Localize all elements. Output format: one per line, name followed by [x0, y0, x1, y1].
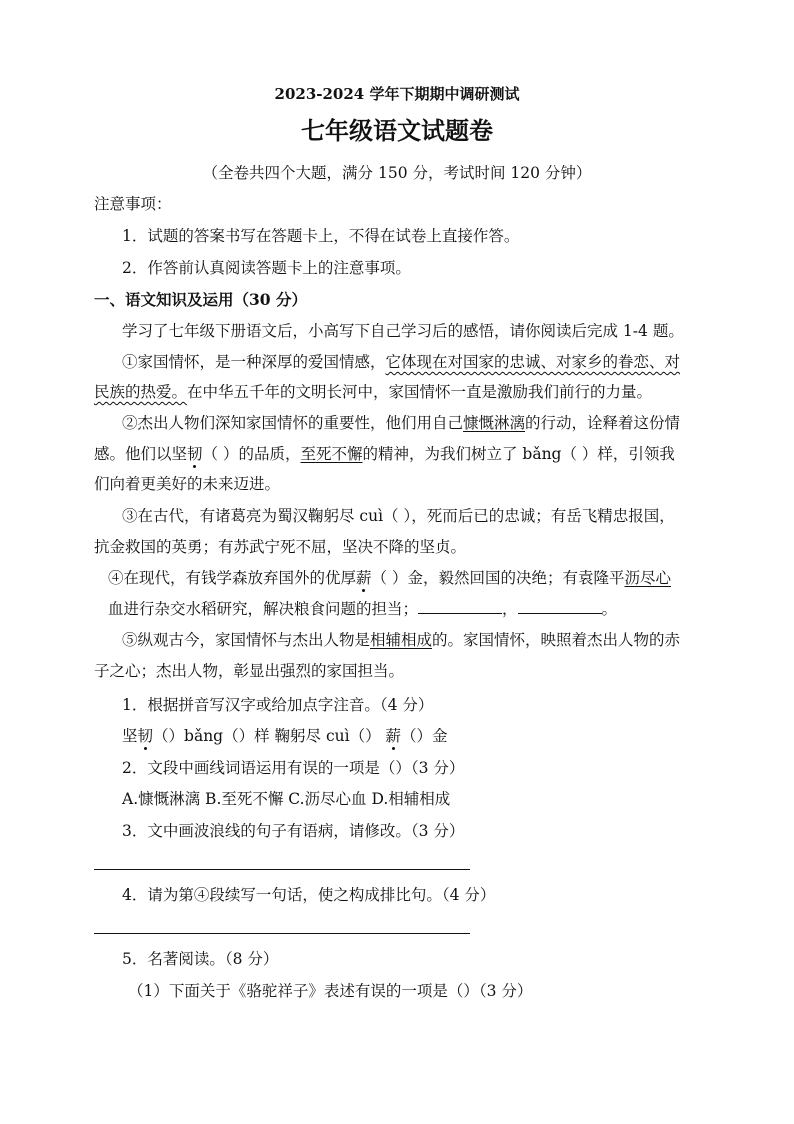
- fill-blank[interactable]: [518, 599, 602, 614]
- underlined-term: 慷慨淋漓: [463, 414, 526, 432]
- question-5: 5．名著阅读。（8 分）: [122, 950, 279, 968]
- exam-subtitle: （全卷共四个大题，满分 150 分，考试时间 120 分钟）: [202, 164, 592, 182]
- passage-p5-line2: 子之心；杰出人物，彰显出强烈的家国担当。: [94, 662, 405, 680]
- question-1-items: 坚韧（）bǎng（）样 鞠躬尽 cuì（） 薪（）金: [122, 727, 448, 745]
- passage-p2-line3: 们向着更美好的未来迈进。: [94, 475, 281, 493]
- passage-p4-line2: 血进行杂交水稻研究，解决粮食问题的担当； ， 。: [108, 600, 618, 618]
- passage-p4-line1: ④在现代，有钱学森放弃国外的优厚薪（ ）金，毅然回国的决绝；有袁隆平沥尽心: [108, 569, 671, 587]
- dotted-character: 薪: [385, 727, 402, 745]
- reading-intro: 学习了七年级下册语文后，小高写下自己学习后的感悟，请你阅读后完成 1-4 题。: [122, 322, 684, 340]
- exam-title: 七年级语文试题卷: [301, 116, 493, 145]
- passage-p1-line1: ①家国情怀，是一种深厚的爱国情感，它体现在对国家的忠诚、对家乡的眷恋、对: [122, 353, 681, 371]
- question-2-options: A.慷慨淋漓 B.至死不懈 C.沥尽心血 D.相辅相成: [122, 790, 451, 808]
- question-2: 2．文段中画线词语运用有误的一项是（）（3 分）: [122, 759, 465, 777]
- passage-p2-line1: ②杰出人物们深知家国情怀的重要性，他们用自己慷慨淋漓的行动，诠释着这份情: [122, 414, 681, 432]
- underlined-term: 相辅相成: [370, 631, 433, 649]
- wavy-underlined-sentence-end: 民族的热爱。: [94, 383, 188, 401]
- question-1: 1．根据拼音写汉字或给加点字注音。（4 分）: [122, 696, 434, 714]
- passage-p5-line1: ⑤纵观古今，家国情怀与杰出人物是相辅相成的。家国情怀，映照着杰出人物的赤: [122, 631, 681, 649]
- question-3: 3．文中画波浪线的句子有语病，请修改。（3 分）: [122, 822, 465, 840]
- notes-heading: 注意事项：: [94, 195, 172, 213]
- exam-header: 2023-2024 学年下期期中调研测试: [274, 85, 520, 103]
- underlined-term: 至死不懈: [300, 445, 363, 463]
- note-item-2: 2．作答前认真阅读答题卡上的注意事项。: [122, 259, 411, 277]
- fill-blank[interactable]: [418, 599, 502, 614]
- wavy-underlined-sentence: 它体现在对国家的忠诚、对家乡的眷恋、对: [385, 353, 681, 371]
- note-item-1: 1．试题的答案书写在答题卡上，不得在试卷上直接作答。: [122, 227, 520, 245]
- answer-line[interactable]: [94, 869, 470, 870]
- passage-p1-line2: 民族的热爱。在中华五千年的文明长河中，家国情怀一直是激励我们前行的力量。: [94, 383, 653, 401]
- dotted-character: 韧: [187, 445, 203, 463]
- underlined-term: 沥尽心: [624, 569, 671, 587]
- question-5-1: （1）下面关于《骆驼祥子》表述有误的一项是（）（3 分）: [128, 982, 533, 1000]
- dotted-character: 韧: [137, 727, 154, 745]
- answer-line[interactable]: [94, 933, 470, 934]
- passage-p2-line2: 感。他们以坚韧（ ）的品质，至死不懈的精神，为我们树立了 bǎng（ ）样，引领我: [94, 445, 675, 463]
- question-4: 4．请为第④段续写一句话，使之构成排比句。（4 分）: [122, 886, 496, 904]
- passage-p3-line2: 抗金救国的英勇；有苏武宁死不屈，坚决不降的坚贞。: [94, 538, 467, 556]
- dotted-character: 薪: [356, 569, 372, 587]
- passage-p3-line1: ③在古代，有诸葛亮为蜀汉鞠躬尽 cuì（ ），死而后已的忠诚；有岳飞精忠报国，: [122, 507, 675, 525]
- section-heading: 一、语文知识及运用（30 分）: [94, 290, 307, 309]
